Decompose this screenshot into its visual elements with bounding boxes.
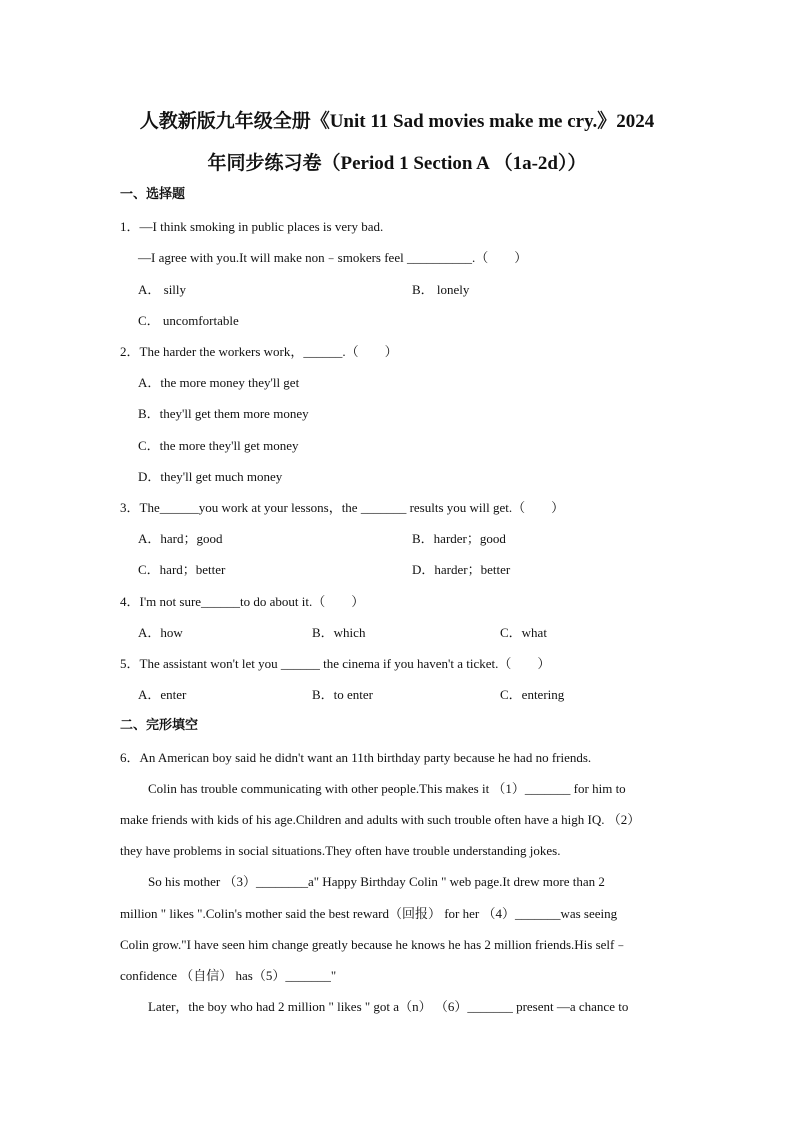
cloze-passage-line: Colin grow."I have seen him change greatly because he knows he has 2 million friends.His self﹣ [120, 937, 628, 952]
question-3-option-b: B．harder；good [412, 531, 506, 546]
question-5-option-a: A．enter [138, 687, 187, 702]
question-2-option-a: A．the more money they'll get [138, 375, 300, 390]
question-3-stem: 3．The______you work at your lessons，the _______ results you will get.（ ） [120, 500, 565, 515]
section-heading-cloze: 二、完形填空 [120, 718, 199, 733]
cloze-passage-line: 6．An American boy said he didn't want an 11th birthday party because he had no friends. [120, 750, 592, 765]
question-4-stem: 4．I'm not sure______to do about it.（ ） [120, 594, 365, 609]
question-2-option-c: C．the more they'll get money [138, 438, 299, 453]
cloze-passage-line: make friends with kids of his age.Children and adults with such trouble often have a high IQ. （2） [120, 812, 641, 827]
question-1-stem-a: 1．—I think smoking in public places is very bad. [120, 219, 384, 234]
question-3-option-d: D．harder；better [412, 562, 511, 577]
document-title-line-1: 人教新版九年级全册《Unit 11 Sad movies make me cry.》2024 [139, 111, 655, 132]
question-5-option-b: B．to enter [312, 687, 374, 702]
question-1-option-b: B． lonely [412, 282, 470, 297]
question-5-stem: 5．The assistant won't let you ______ the cinema if you haven't a ticket.（ ） [120, 656, 551, 671]
cloze-passage-line: they have problems in social situations.They often have trouble understanding jokes. [120, 843, 561, 858]
cloze-passage-line: Later，the boy who had 2 million " likes " got a（n） （6）_______ present —a chance to [148, 999, 629, 1014]
document-title-line-2: 年同步练习卷（Period 1 Section A （1a-2d）） [207, 153, 587, 174]
question-4-option-c: C．what [500, 625, 547, 640]
cloze-passage-line: So his mother （3）________a" Happy Birthday Colin " web page.It drew more than 2 [148, 874, 605, 889]
cloze-passage-line: confidence （自信） has（5）_______" [120, 968, 337, 983]
question-1-option-a: A． silly [138, 282, 187, 297]
question-2-option-b: B．they'll get them more money [138, 406, 309, 421]
question-5-option-c: C．entering [500, 687, 565, 702]
question-1-option-c: C． uncomfortable [138, 313, 239, 328]
section-heading-choice: 一、选择题 [120, 187, 186, 202]
question-3-option-c: C．hard；better [138, 562, 226, 577]
question-2-stem: 2．The harder the workers work，______.（ ） [120, 344, 398, 359]
cloze-passage-line: Colin has trouble communicating with other people.This makes it （1）_______ for him to [148, 781, 626, 796]
question-1-stem-b: —I agree with you.It will make non﹣smokers feel __________.（ ） [138, 250, 528, 265]
question-3-option-a: A．hard；good [138, 531, 223, 546]
question-4-option-a: A．how [138, 625, 183, 640]
question-2-option-d: D．they'll get much money [138, 469, 283, 484]
question-4-option-b: B．which [312, 625, 366, 640]
cloze-passage-line: million " likes ".Colin's mother said the best reward（回报） for her （4）_______was seeing [120, 906, 618, 921]
